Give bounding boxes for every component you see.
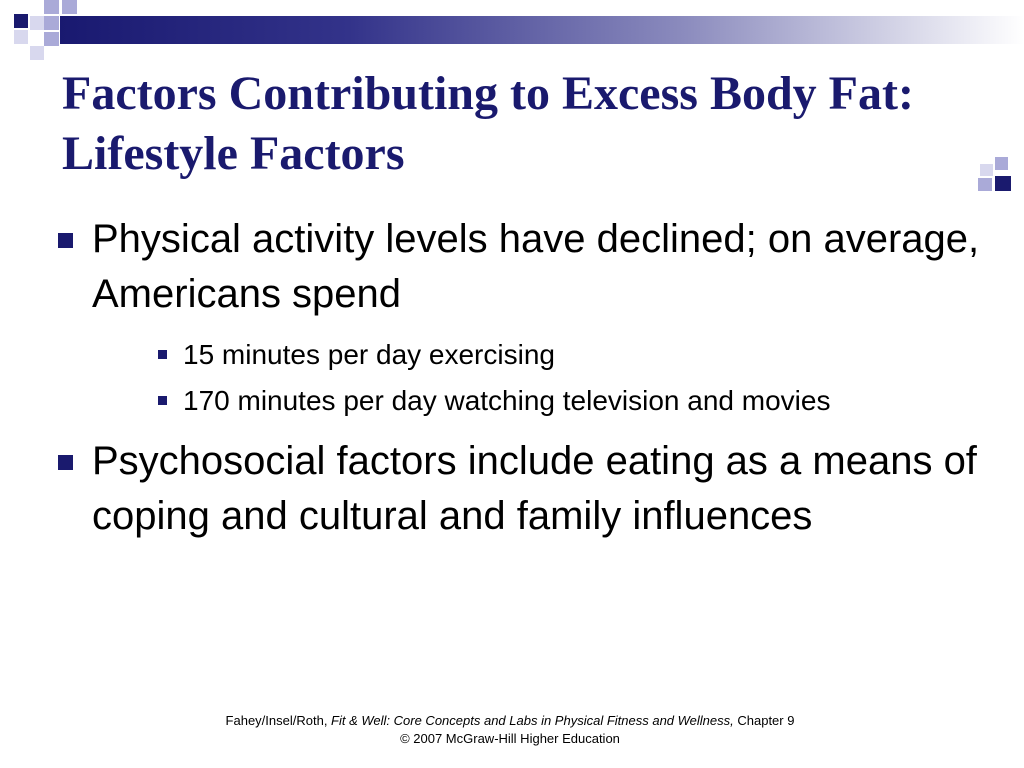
footer-book-title: Fit & Well: Core Concepts and Labs in Physical Fitness and Wellness, [331,713,734,728]
decor-square [995,176,1011,191]
square-bullet-icon [158,350,167,359]
bullet-text: Psychosocial factors include eating as a means of coping and cultural and family influences [92,439,977,538]
square-bullet-icon [158,396,167,405]
bullet-text: Physical activity levels have declined; on average, Americans spend [92,217,980,316]
bullet-list [54,212,1004,554]
decor-square [30,46,44,60]
decor-square [62,0,77,14]
header-gradient-bar [60,16,1024,44]
decor-square [44,0,59,14]
square-bullet-icon [58,455,73,470]
sub-bullet-item [54,378,1004,424]
footer-copyright: © 2007 McGraw-Hill Higher Education [400,731,620,746]
decor-square [30,16,44,30]
footer-chapter: Chapter 9 [733,713,795,728]
sub-bullet-item [54,332,1004,378]
sub-bullet-text: 15 minutes per day exercising [183,339,555,370]
square-bullet-icon [58,233,73,248]
footer-authors: Fahey/Insel/Roth, [225,713,332,728]
sub-bullet-text: 170 minutes per day watching television and movies [183,385,831,416]
bullet-item [54,212,1004,322]
decor-square [44,16,59,30]
decor-square [995,157,1008,170]
decor-square [14,30,28,44]
sub-bullet-list [54,332,1004,424]
decor-square [44,32,59,46]
bullet-item [54,434,1004,544]
footer-citation [120,712,900,730]
decor-square [14,14,28,28]
slide-title: Factors Contributing to Excess Body Fat: Lifestyle Factors [62,67,914,180]
slide-footer [120,712,900,748]
